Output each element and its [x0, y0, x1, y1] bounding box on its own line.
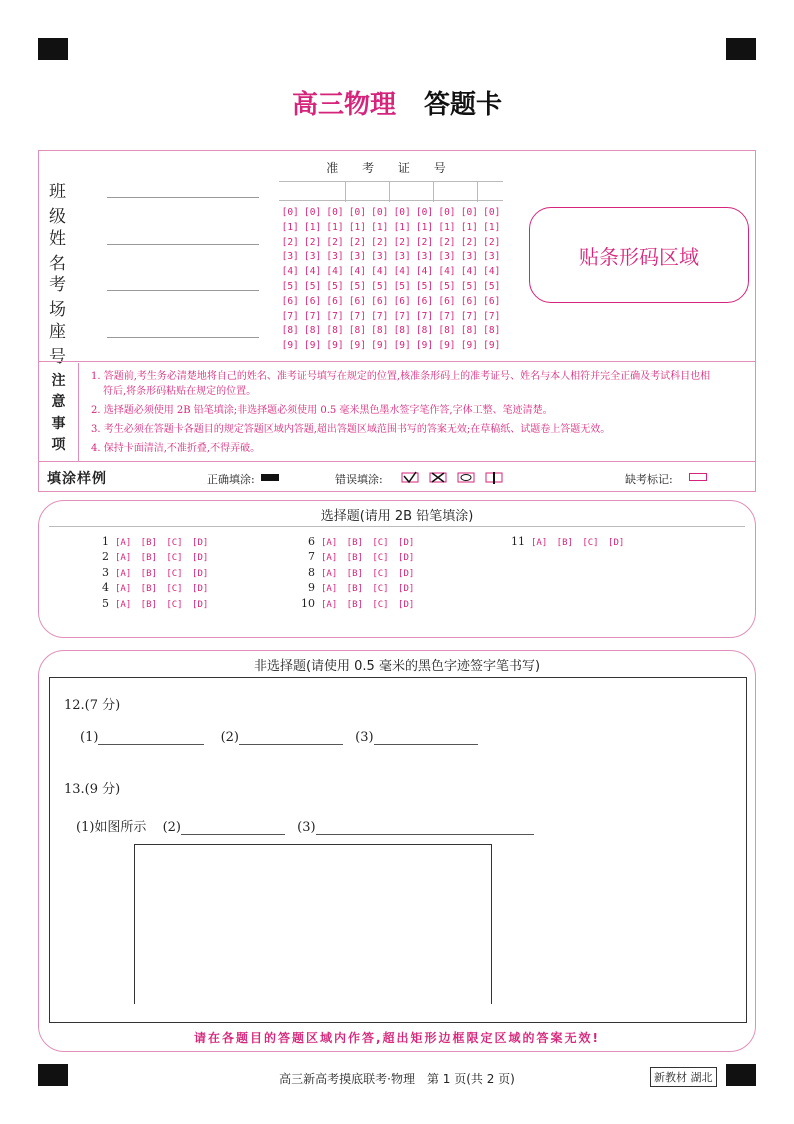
mc-column-1 — [89, 535, 208, 612]
mc-question-1 — [89, 535, 208, 550]
q12-blank-2[interactable] — [239, 744, 343, 745]
mc-question-7 — [295, 550, 414, 565]
exam-id-digit-bubble[interactable]: [5] — [304, 280, 322, 292]
fill-sample-row — [39, 461, 755, 493]
mc-question-4 — [89, 581, 208, 596]
exam-id-digit-bubble[interactable]: [2] — [483, 236, 501, 248]
exam-id-digit-bubble[interactable]: [4] — [393, 266, 411, 278]
exam-id-digit-bubble[interactable]: [2] — [415, 236, 434, 248]
mc-option-bubbles[interactable]: [A] [B] [C] [D] — [115, 599, 209, 610]
exam-id-digit-bubble[interactable]: [5] — [326, 280, 344, 292]
q13-title: 13.(9 分) — [64, 782, 121, 797]
exam-id-digit-bubble[interactable]: [6] — [326, 295, 344, 307]
field-exam-room-label: 考 场 — [49, 275, 87, 320]
absent-mark-box[interactable] — [689, 473, 707, 481]
exam-id-digit-row — [279, 325, 503, 340]
mc-option-bubbles[interactable]: [A] [B] [C] [D] — [115, 568, 209, 579]
exam-id-digit-bubble[interactable]: [0] — [304, 207, 322, 218]
exam-id-digit-bubble[interactable]: [1] — [415, 221, 434, 233]
exam-id-digit-bubble[interactable]: [1] — [304, 221, 322, 233]
exam-id-digit-bubble[interactable]: [2] — [460, 236, 478, 248]
mc-option-bubbles[interactable]: [A] [B] [C] [D] — [321, 553, 415, 564]
mc-option-bubbles[interactable]: [A] [B] [C] [D] — [321, 568, 415, 579]
q13-blank-1-label: (1)如图所示 — [76, 820, 147, 835]
mc-option-bubbles[interactable]: [A] [B] [C] [D] — [115, 538, 209, 548]
exam-id-digit-bubble[interactable]: [8] — [326, 325, 344, 337]
exam-id-digit-bubble[interactable]: [2] — [326, 236, 344, 248]
exam-id-digit-bubble[interactable]: [7] — [326, 310, 344, 322]
exam-id-digit-bubble[interactable]: [7] — [348, 310, 366, 322]
mc-question-number: 5 — [102, 596, 109, 610]
q13-blank-3-label: (3) — [297, 820, 316, 835]
exam-id-digit-row — [279, 237, 503, 252]
q13-blank-3[interactable] — [316, 834, 422, 835]
exam-id-digit-bubble[interactable]: [7] — [393, 310, 411, 322]
exam-id-digit-bubble[interactable]: [3] — [371, 251, 389, 263]
exam-id-digit-bubble[interactable]: [6] — [460, 295, 478, 307]
exam-id-digit-bubble[interactable]: [0] — [393, 207, 411, 218]
exam-id-digit-bubble[interactable]: [2] — [371, 236, 389, 248]
answer-area-warning: 请在各题目的答题区域内作答,超出矩形边框限定区域的答案无效! — [193, 1031, 601, 1045]
exam-id-digit-bubble[interactable]: [9] — [415, 340, 434, 352]
mc-question-11 — [505, 535, 624, 550]
exam-id-digit-bubble[interactable]: [8] — [438, 325, 456, 337]
edition-tag: 新教材 湖北 — [650, 1067, 717, 1087]
exam-id-digit-bubble[interactable]: [1] — [460, 221, 478, 233]
exam-id-digit-row — [279, 222, 503, 237]
q12-blanks — [80, 730, 478, 745]
exam-id-digit-bubble[interactable]: [1] — [348, 221, 366, 233]
exam-id-digit-bubble[interactable]: [1] — [281, 221, 299, 233]
exam-id-write-boxes[interactable] — [279, 181, 503, 201]
mc-question-number: 10 — [301, 596, 315, 610]
exam-id-digit-bubble[interactable]: [4] — [460, 266, 478, 278]
exam-id-digit-row — [279, 281, 503, 296]
field-name[interactable] — [49, 224, 105, 274]
exam-id-digit-bubble[interactable]: [2] — [304, 236, 322, 248]
exam-id-digit-bubble[interactable]: [0] — [460, 207, 478, 218]
q12-blank-3[interactable] — [374, 744, 478, 745]
q12-title: 12.(7 分) — [64, 698, 121, 713]
field-class[interactable] — [49, 177, 105, 227]
exam-id-digit-bubble[interactable]: [6] — [281, 295, 299, 307]
page-footer: 高三新高考摸底联考·物理 第 1 页(共 2 页) — [279, 1072, 515, 1086]
exam-id-digit-bubble[interactable]: [5] — [371, 280, 389, 292]
exam-id-digit-bubble[interactable]: [0] — [483, 207, 501, 218]
mc-question-9 — [295, 581, 414, 596]
mc-question-2 — [89, 550, 208, 565]
registration-mark-top-left — [38, 38, 68, 60]
exam-id-digit-bubble[interactable]: [8] — [483, 325, 501, 337]
exam-id-digit-bubble[interactable]: [8] — [460, 325, 478, 337]
exam-id-digit-bubble[interactable]: [9] — [371, 340, 389, 352]
exam-id-digit-row — [279, 340, 503, 355]
answer-area[interactable] — [49, 677, 747, 1023]
correct-fill-example-icon — [261, 474, 279, 481]
title-subject: 高三物理 — [291, 90, 396, 120]
exam-id-digit-bubble[interactable]: [5] — [460, 280, 478, 292]
free-response-section — [38, 650, 756, 1052]
field-exam-room[interactable] — [49, 270, 105, 320]
exam-id-digit-bubble[interactable]: [9] — [348, 340, 366, 352]
field-seat[interactable] — [49, 317, 105, 367]
exam-id-digit-bubble[interactable]: [8] — [393, 325, 411, 337]
notice-item-2: 2. 选择题必须使用 2B 铅笔填涂;非选择题必须使用 0.5 毫米黑色墨水签字笔作答,字体工整、笔迹清楚。 — [91, 405, 553, 416]
exam-id-digit-bubble[interactable]: [0] — [326, 207, 344, 218]
exam-id-digit-row — [279, 311, 503, 326]
exam-id-digit-bubble[interactable]: [9] — [326, 340, 344, 352]
exam-id-digit-bubble[interactable]: [3] — [393, 251, 411, 263]
mc-question-number: 8 — [308, 565, 315, 579]
exam-id-digit-bubble[interactable]: [3] — [348, 251, 366, 263]
exam-id-digit-bubble[interactable]: [4] — [281, 266, 299, 278]
mc-option-bubbles[interactable]: [A] [B] [C] [D] — [321, 538, 415, 548]
exam-id-digit-bubble[interactable]: [1] — [438, 221, 456, 233]
exam-id-digit-bubble[interactable]: [4] — [438, 266, 456, 278]
absent-mark-label: 缺考标记: — [625, 473, 673, 486]
notice-item-1-cont: 符后,将条形码粘贴在规定的位置。 — [103, 386, 257, 397]
exam-id-digit-bubble[interactable]: [7] — [483, 310, 501, 322]
exam-id-digit-bubble[interactable]: [9] — [393, 340, 411, 352]
exam-id-digit-bubble[interactable]: [2] — [348, 236, 366, 248]
correct-fill-label: 正确填涂: — [207, 473, 255, 486]
title-card: 答题卡 — [424, 90, 503, 120]
mc-question-number: 1 — [102, 535, 109, 548]
registration-mark-top-right — [726, 38, 756, 60]
exam-id-digit-bubble[interactable]: [3] — [304, 251, 322, 263]
mc-title: 选择题(请用 2B 铅笔填涂) — [320, 508, 474, 524]
mc-question-10 — [295, 597, 414, 612]
exam-id-digit-row — [279, 296, 503, 311]
barcode-label: 贴条形码区域 — [579, 244, 699, 269]
free-title: 非选择题(请使用 0.5 毫米的黑色字迹签字笔书写) — [253, 658, 541, 674]
exam-id-digit-bubble[interactable]: [7] — [281, 310, 299, 322]
exam-id-digit-bubble[interactable]: [0] — [438, 207, 456, 218]
exam-id-digit-bubble[interactable]: [2] — [393, 236, 411, 248]
exam-id-digit-bubble[interactable]: [9] — [460, 340, 478, 352]
exam-id-digit-row — [279, 266, 503, 281]
exam-id-digit-row — [279, 251, 503, 266]
field-seat-label: 座 号 — [49, 322, 87, 367]
mc-question-number: 11 — [511, 535, 525, 548]
exam-id-digit-bubble[interactable]: [3] — [483, 251, 501, 263]
q13-blank-2-label: (2) — [162, 820, 181, 835]
exam-id-digit-bubble[interactable]: [0] — [348, 207, 366, 218]
exam-id-digit-bubble[interactable]: [4] — [326, 266, 344, 278]
exam-id-digit-bubble[interactable]: [9] — [483, 340, 501, 352]
barcode-area — [529, 207, 749, 303]
exam-id-bubble-grid[interactable] — [279, 207, 503, 355]
notice-item-1: 1. 答题前,考生务必清楚地将自己的姓名、准考证号填写在规定的位置,核准条形码上的准考证号、姓名与本人相符并完全正确及考试科目也相 — [91, 371, 711, 382]
exam-id-digit-bubble[interactable]: [9] — [304, 340, 322, 352]
mc-question-6 — [295, 535, 414, 550]
q12-blank-1-label: (1) — [80, 730, 99, 745]
notice-list — [91, 369, 751, 460]
mc-question-5 — [89, 597, 208, 612]
exam-id-digit-bubble[interactable]: [8] — [371, 325, 389, 337]
exam-id-digit-bubble[interactable]: [5] — [438, 280, 456, 292]
mc-option-bubbles[interactable]: [A] [B] [C] [D] — [115, 553, 209, 564]
field-name-label: 姓 名 — [49, 229, 87, 274]
exam-id-digit-bubble[interactable]: [3] — [460, 251, 478, 263]
exam-id-digit-bubble[interactable]: [2] — [281, 236, 299, 248]
exam-id-digit-bubble[interactable]: [9] — [438, 340, 456, 352]
wrong-fill-label: 错误填涂: — [335, 473, 383, 486]
exam-id-digit-bubble[interactable]: [6] — [393, 295, 411, 307]
exam-id-digit-bubble[interactable]: [1] — [326, 221, 344, 233]
mc-option-bubbles[interactable]: [A] [B] [C] [D] — [115, 584, 209, 595]
exam-id-digit-bubble[interactable]: [4] — [304, 266, 322, 278]
exam-id-digit-bubble[interactable]: [4] — [371, 266, 389, 278]
exam-id-digit-bubble[interactable]: [6] — [304, 295, 322, 307]
field-class-label: 班 级 — [49, 182, 87, 227]
mc-question-3 — [89, 566, 208, 581]
multiple-choice-section — [38, 500, 756, 638]
mc-question-number: 4 — [102, 581, 109, 595]
exam-id-digit-bubble[interactable]: [1] — [483, 221, 501, 233]
q13-blanks — [76, 816, 534, 835]
mc-question-number: 2 — [102, 550, 109, 564]
mc-option-bubbles[interactable]: [A] [B] [C] [D] — [531, 538, 625, 548]
notice-char: 事 — [51, 415, 66, 432]
exam-id-digit-bubble[interactable]: [2] — [438, 236, 456, 248]
exam-id-digit-bubble[interactable]: [6] — [438, 295, 456, 307]
mc-column-2 — [295, 535, 414, 612]
mc-question-number: 7 — [308, 550, 315, 564]
exam-id-digit-bubble[interactable]: [4] — [483, 266, 501, 278]
notice-char: 注 — [51, 372, 66, 389]
notice-item-4: 4. 保持卡面清洁,不准折叠,不得弄破。 — [91, 443, 261, 454]
exam-id-digit-bubble[interactable]: [3] — [438, 251, 456, 263]
mc-question-number: 9 — [308, 581, 315, 595]
exam-id-digit-bubble[interactable]: [5] — [415, 280, 434, 292]
notice-item-3: 3. 考生必须在答题卡各题目的规定答题区域内答题,超出答题区域范围书写的答案无效;在草稿纸、试题卷上答题无效。 — [91, 424, 611, 435]
exam-id-digit-bubble[interactable]: [1] — [371, 221, 389, 233]
mc-question-8 — [295, 566, 414, 581]
exam-id-digit-bubble[interactable]: [0] — [371, 207, 389, 218]
q13-drawing-box[interactable] — [134, 844, 492, 1004]
q12-blank-1[interactable] — [98, 744, 204, 745]
info-section — [38, 150, 756, 492]
exam-id-digit-bubble[interactable]: [1] — [393, 221, 411, 233]
q12-blank-3-label: (3) — [355, 730, 374, 745]
mc-question-number: 6 — [308, 535, 315, 548]
exam-id-digit-bubble[interactable]: [4] — [415, 266, 434, 278]
exam-id-digit-bubble[interactable]: [5] — [483, 280, 501, 292]
mc-question-number: 3 — [102, 565, 109, 579]
exam-id-digit-bubble[interactable]: [0] — [281, 207, 299, 218]
notice-label — [39, 363, 79, 461]
exam-id-digit-bubble[interactable]: [8] — [281, 325, 299, 337]
exam-id-digit-bubble[interactable]: [3] — [326, 251, 344, 263]
q13-blank-2[interactable] — [181, 834, 285, 835]
notice-char: 项 — [51, 437, 66, 454]
mc-option-bubbles[interactable]: [A] [B] [C] [D] — [321, 584, 415, 595]
exam-id-digit-row — [279, 207, 503, 222]
exam-id-digit-bubble[interactable]: [8] — [348, 325, 366, 337]
exam-id-digit-bubble[interactable]: [8] — [304, 325, 322, 337]
exam-id-digit-bubble[interactable]: [6] — [348, 295, 366, 307]
exam-id-digit-bubble[interactable]: [7] — [438, 310, 456, 322]
mc-column-3 — [505, 535, 624, 550]
fill-sample-label: 填涂样例 — [47, 471, 107, 487]
page-title — [0, 84, 794, 121]
exam-id-digit-bubble[interactable]: [3] — [281, 251, 299, 263]
q12-blank-2-label: (2) — [220, 730, 239, 745]
exam-id-digit-bubble[interactable]: [5] — [393, 280, 411, 292]
exam-id-digit-bubble[interactable]: [8] — [415, 325, 434, 337]
exam-id-digit-bubble[interactable]: [4] — [348, 266, 366, 278]
wrong-fill-examples-icon — [401, 471, 511, 485]
mc-option-bubbles[interactable]: [A] [B] [C] [D] — [321, 599, 415, 610]
exam-id-digit-bubble[interactable]: [0] — [415, 207, 434, 218]
exam-id-digit-bubble[interactable]: [9] — [281, 340, 299, 352]
exam-id-digit-bubble[interactable]: [5] — [348, 280, 366, 292]
exam-id-digit-bubble[interactable]: [6] — [415, 295, 434, 307]
notice-char: 意 — [51, 394, 66, 411]
exam-id-title: 准 考 证 号 — [326, 161, 456, 175]
exam-id-digit-bubble[interactable]: [7] — [460, 310, 478, 322]
exam-id-digit-bubble[interactable]: [7] — [371, 310, 389, 322]
exam-id-digit-bubble[interactable]: [7] — [304, 310, 322, 322]
exam-id-digit-bubble[interactable]: [5] — [281, 280, 299, 292]
exam-id-digit-bubble[interactable]: [6] — [483, 295, 501, 307]
exam-id-digit-bubble[interactable]: [3] — [415, 251, 434, 263]
exam-id-digit-bubble[interactable]: [7] — [415, 310, 434, 322]
exam-id-digit-bubble[interactable]: [6] — [371, 295, 389, 307]
